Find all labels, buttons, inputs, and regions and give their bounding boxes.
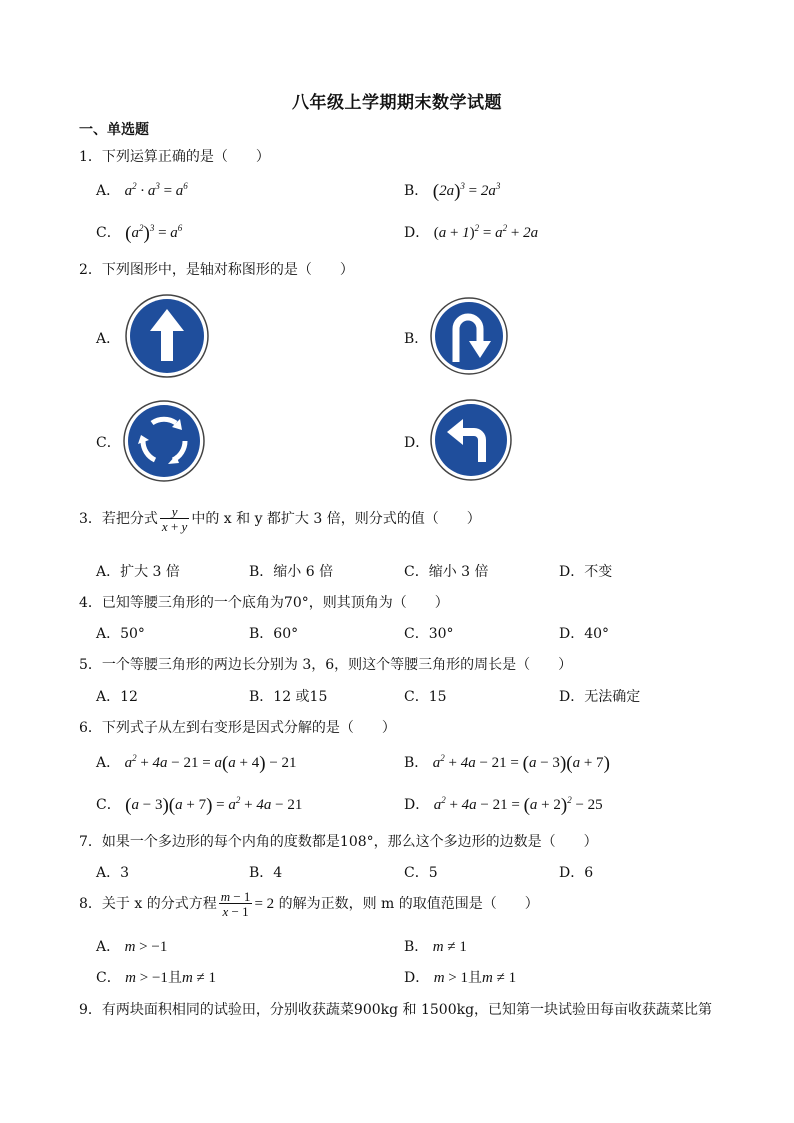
q8-option-a[interactable]: A． m > −1 xyxy=(96,939,168,955)
q5-option-a[interactable]: A．12 xyxy=(96,689,138,705)
q7-option-a[interactable]: A．3 xyxy=(96,865,130,881)
q6-option-d[interactable]: D． $a^2 + 4a - 21 = (a + 2)^2 - 25$ xyxy=(404,795,603,816)
q8-option-c[interactable]: C． m > −1且m ≠ 1 xyxy=(96,970,217,986)
q6-option-c[interactable]: C． $(a - 3)(a + 7) = a^2 + 4a - 21$ xyxy=(96,795,303,816)
q5-option-d[interactable]: D．无法确定 xyxy=(559,689,641,705)
q1-option-d[interactable]: D． $(a + 1)^2 = a^2 + 2a$ xyxy=(404,223,539,241)
q3-option-a[interactable]: A．扩大 3 倍 xyxy=(96,564,180,580)
question-6: 6．下列式子从左到右变形是因式分解的是（ ） xyxy=(79,720,396,736)
q5-option-b[interactable]: B．12 或15 xyxy=(249,689,328,705)
up-arrow-sign-icon[interactable] xyxy=(124,293,210,379)
q4-option-d[interactable]: D．40° xyxy=(559,626,610,642)
question-9: 9．有两块面积相同的试验田，分别收获蔬菜900kg 和 1500kg，已知第一块试验田每亩收获蔬菜比第 xyxy=(79,1002,713,1018)
q2-label-d: D． xyxy=(404,435,430,451)
q3-option-b[interactable]: B．缩小 6 倍 xyxy=(249,564,334,580)
q4-option-b[interactable]: B．60° xyxy=(249,626,299,642)
q1-option-b[interactable]: B． $(2a)^3 = 2a^3$ xyxy=(404,181,501,202)
q4-option-a[interactable]: A．50° xyxy=(96,626,145,642)
roundabout-sign-icon[interactable] xyxy=(122,399,206,483)
q3-option-d[interactable]: D．不变 xyxy=(559,564,613,580)
question-4: 4．已知等腰三角形的一个底角为70°，则其顶角为（ ） xyxy=(79,595,449,611)
q4-option-c[interactable]: C．30° xyxy=(404,626,454,642)
q5-option-c[interactable]: C．15 xyxy=(404,689,447,705)
q2-label-a: A． xyxy=(96,331,121,347)
section-heading: 一、单选题 xyxy=(79,122,149,138)
q6-option-a[interactable]: A． $a^2 + 4a - 21 = a(a + 4) - 21$ xyxy=(96,753,297,774)
fraction: $\frac{y}{x + y}$ xyxy=(161,504,188,534)
fraction: $\frac{m - 1}{x - 1}$ xyxy=(220,889,251,919)
q7-option-b[interactable]: B．4 xyxy=(249,865,283,881)
q1-option-c[interactable]: C． $(a^2)^3 = a^6$ xyxy=(96,223,183,244)
q8-option-b[interactable]: B． m ≠ 1 xyxy=(404,939,467,955)
question-8: 8．关于 x 的分式方程 $\frac{m - 1}{x - 1}$ = 2 的解为正数，则 m 的取值范围是（ ） xyxy=(79,889,539,919)
question-3: 3．若把分式 $\frac{y}{x + y}$ 中的 x 和 y 都扩大 3 倍，则分式的值（ ） xyxy=(79,504,481,534)
page-title: 八年级上学期期末数学试题 xyxy=(292,93,502,113)
left-turn-sign-icon[interactable] xyxy=(429,398,513,482)
q6-option-b[interactable]: B． $a^2 + 4a - 21 = (a - 3)(a + 7)$ xyxy=(404,753,610,774)
q2-label-c: C． xyxy=(96,435,121,451)
question-1: 1．下列运算正确的是（ ） xyxy=(79,149,270,165)
q8-option-d[interactable]: D． m > 1且m ≠ 1 xyxy=(404,970,517,986)
q2-label-b: B． xyxy=(404,331,429,347)
question-7: 7．如果一个多边形的每个内角的度数都是108°，那么这个多边形的边数是（ ） xyxy=(79,834,598,850)
q1-option-a[interactable]: A． $a^2 \cdot a^3 = a^6$ xyxy=(96,181,188,199)
u-turn-sign-icon[interactable] xyxy=(429,296,509,376)
q7-option-d[interactable]: D．6 xyxy=(559,865,594,881)
question-5: 5．一个等腰三角形的两边长分别为 3，6，则这个等腰三角形的周长是（ ） xyxy=(79,657,573,673)
q3-option-c[interactable]: C．缩小 3 倍 xyxy=(404,564,489,580)
question-2: 2．下列图形中，是轴对称图形的是（ ） xyxy=(79,262,354,278)
q7-option-c[interactable]: C．5 xyxy=(404,865,438,881)
